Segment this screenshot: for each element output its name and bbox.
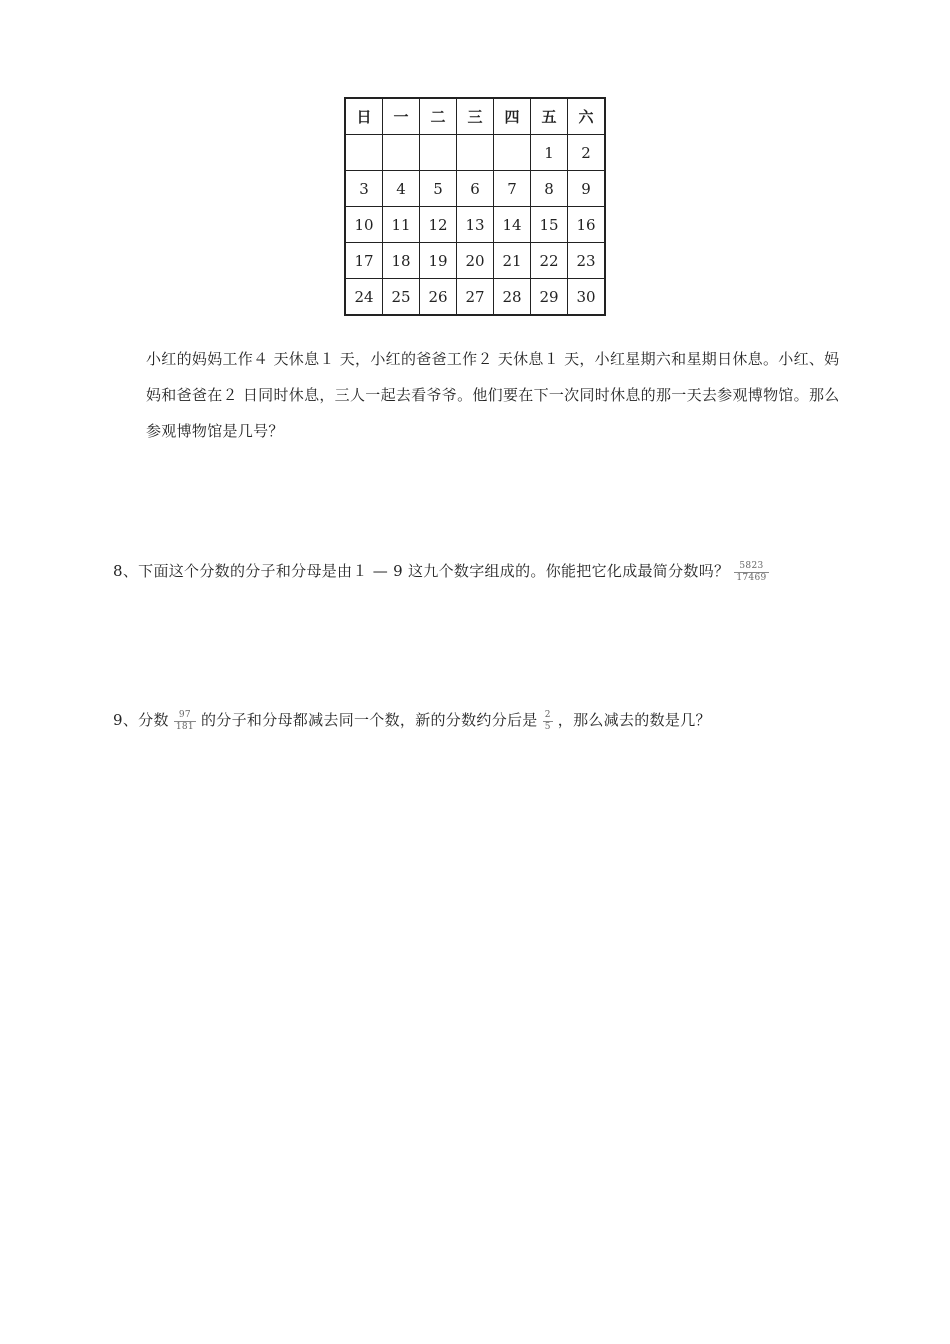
weekday-header: 二 [420, 98, 457, 135]
calendar-week-row [345, 279, 605, 316]
calendar-week-row [345, 171, 605, 207]
calendar-day-cell: 15 [531, 207, 568, 243]
question-8 [113, 553, 769, 589]
question-9 [113, 702, 711, 738]
weekday-header: 日 [345, 98, 383, 135]
calendar-day-cell [420, 135, 457, 171]
fraction-denominator: 181 [175, 721, 194, 732]
calendar-day-cell: 28 [494, 279, 531, 316]
calendar-day-cell: 22 [531, 243, 568, 279]
calendar-day-cell: 23 [568, 243, 606, 279]
calendar-day-cell: 29 [531, 279, 568, 316]
weekday-header: 五 [531, 98, 568, 135]
calendar-day-cell: 13 [457, 207, 494, 243]
calendar-week-row [345, 207, 605, 243]
fraction-numerator: 97 [174, 710, 196, 722]
calendar-day-cell: 5 [420, 171, 457, 207]
calendar-day-cell: 14 [494, 207, 531, 243]
calendar-day-cell [457, 135, 494, 171]
fraction-denominator: 5 [544, 721, 551, 732]
calendar-day-cell: 1 [531, 135, 568, 171]
calendar-day-cell: 24 [345, 279, 383, 316]
calendar-day-cell: 17 [345, 243, 383, 279]
calendar-day-cell [383, 135, 420, 171]
calendar-day-cell: 3 [345, 171, 383, 207]
calendar-day-cell: 9 [568, 171, 606, 207]
question-9-text-before: 9、分数 [113, 711, 169, 729]
calendar-day-cell: 30 [568, 279, 606, 316]
calendar-day-cell: 6 [457, 171, 494, 207]
calendar-day-cell [494, 135, 531, 171]
weekday-header: 一 [383, 98, 420, 135]
calendar-day-cell: 10 [345, 207, 383, 243]
weekday-header: 三 [457, 98, 494, 135]
calendar-day-cell: 19 [420, 243, 457, 279]
calendar-day-cell: 16 [568, 207, 606, 243]
weekday-header: 六 [568, 98, 606, 135]
weekday-header: 四 [494, 98, 531, 135]
fraction-97-181 [174, 710, 196, 733]
calendar-table [344, 97, 606, 316]
fraction-denominator: 17469 [736, 572, 767, 583]
calendar-week-row [345, 243, 605, 279]
fraction-numerator: 5823 [734, 561, 768, 573]
question-8-text: 8、下面这个分数的分子和分母是由１ — 9 这九个数字组成的。你能把它化成最简分数吗？ [113, 562, 730, 580]
question-9-text-middle: 的分子和分母都减去同一个数，新的分数约分后是 [201, 711, 538, 729]
calendar-header-row [345, 98, 605, 135]
calendar-day-cell: 2 [568, 135, 606, 171]
calendar-day-cell: 12 [420, 207, 457, 243]
calendar-day-cell: 26 [420, 279, 457, 316]
calendar-day-cell [345, 135, 383, 171]
calendar-day-cell: 25 [383, 279, 420, 316]
fraction-5823-17469 [734, 561, 768, 584]
fraction-numerator: 2 [544, 709, 551, 720]
calendar-day-cell: 18 [383, 243, 420, 279]
question-9-text-after: ，那么减去的数是几？ [557, 711, 711, 729]
fraction-2-5 [543, 710, 553, 733]
calendar-day-cell: 20 [457, 243, 494, 279]
calendar-day-cell: 4 [383, 171, 420, 207]
calendar-day-cell: 7 [494, 171, 531, 207]
calendar-day-cell: 27 [457, 279, 494, 316]
question-7-text: 小红的妈妈工作４ 天休息１ 天，小红的爸爸工作２ 天休息１ 天，小红星期六和星期日休息。小红、妈妈和爸爸在２ 日同时休息，三人一起去看爷爷。他们要在下一次同时休息的那一天去参观博物馆。那么参观博物馆是几号？ [146, 350, 840, 440]
calendar-day-cell: 11 [383, 207, 420, 243]
calendar-day-cell: 21 [494, 243, 531, 279]
calendar-week-row [345, 135, 605, 171]
calendar-day-cell: 8 [531, 171, 568, 207]
